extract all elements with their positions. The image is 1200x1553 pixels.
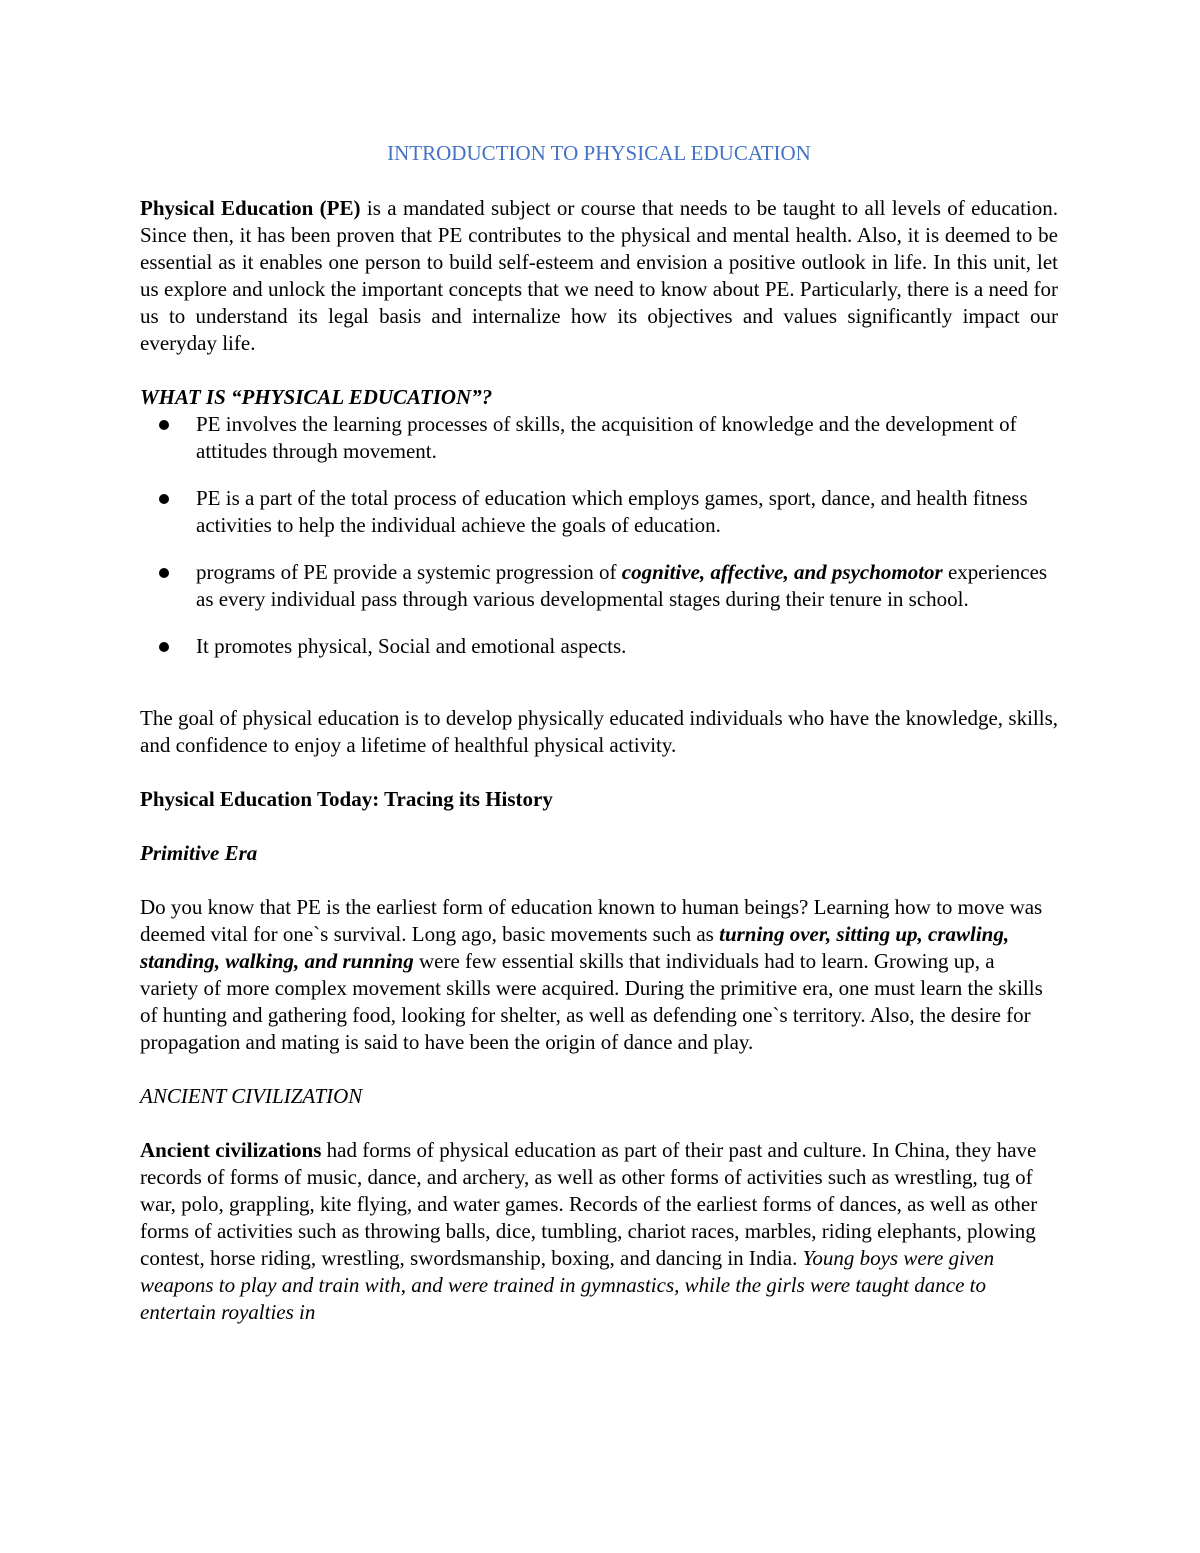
bullet-icon [159, 420, 169, 430]
list-item [140, 485, 1058, 539]
document-page [140, 140, 1058, 1326]
ancient-heading: ANCIENT CIVILIZATION [140, 1084, 363, 1108]
bullet-text-2: PE is a part of the total process of education which employs games, sport, dance, and health fitness activities to help the individual achieve the goals of education. [196, 486, 1028, 537]
list-item [140, 411, 1058, 465]
document-title: INTRODUCTION TO PHYSICAL EDUCATION [387, 141, 811, 165]
ancient-text-italic: Young boys were given weapons to play and train with, and were trained in gymnastics, while the girls were taught dance to entertain royalties in [140, 1246, 995, 1324]
bullet-text-1: PE involves the learning processes of skills, the acquisition of knowledge and the development of attitudes through movement. [196, 412, 1017, 463]
bullet-text-4: It promotes physical, Social and emotional aspects. [196, 634, 627, 658]
bullet-icon [159, 494, 169, 504]
intro-lead: Physical Education (PE) [140, 196, 361, 220]
history-heading: Physical Education Today: Tracing its History [140, 787, 553, 811]
list-item [140, 633, 1058, 660]
list-item [140, 559, 1058, 613]
ancient-paragraph [140, 1137, 1058, 1326]
primitive-text-post: were few essential skills that individuals had to learn. Growing up, a variety of more complex movement skills were acquired. During the primitive era, one must learn the skills of hunting and gathering food, looking for shelter, as well as defending one`s territory. Also, the desire for propagation and mating is said to have been the origin of dance and play. [140, 949, 1043, 1054]
primitive-heading: Primitive Era [140, 841, 258, 865]
primitive-text-emph: turning over, sitting up, crawling, standing, walking, and running [140, 922, 1010, 973]
bullet-icon [159, 568, 169, 578]
intro-paragraph [140, 195, 1058, 357]
ancient-text: had forms of physical education as part of their past and culture. In China, they have records of forms of music, dance, and archery, as well as other forms of activities such as wrestling, tug of war, polo, grappling, kite flying, and water games. Records of the earliest forms of dances, as well as other forms of activities such as throwing balls, dice, tumbling, chariot races, marbles, riding elephants, plowing contest, horse riding, wrestling, swordsmanship, boxing, and dancing in India. [140, 1138, 1038, 1270]
primitive-text-pre: Do you know that PE is the earliest form of education known to human beings? Learning how to move was deemed vital for one`s survival. Long ago, basic movements such as [140, 895, 1043, 946]
what-is-list [140, 411, 1058, 660]
bullet-text-3-post: experiences as every individual pass through various developmental stages during their tenure in school. [196, 560, 1048, 611]
ancient-lead: Ancient civilizations [140, 1138, 322, 1162]
bullet-text-3-emph: cognitive, affective, and psychomotor [621, 560, 943, 584]
bullet-text-3-pre: programs of PE provide a systemic progression of [196, 560, 622, 584]
what-is-heading: WHAT IS “PHYSICAL EDUCATION”? [140, 385, 493, 409]
primitive-paragraph [140, 894, 1058, 1056]
intro-text: is a mandated subject or course that needs to be taught to all levels of education. Since then, it has been proven that PE contributes to the physical and mental health. Also, it is deemed to be essential as it enables one person to build self-esteem and envision a positive outlook in life. In this unit, let us explore and unlock the important concepts that we need to know about PE. Particularly, there is a need for us to understand its legal basis and internalize how its objectives and values significantly impact our everyday life. [140, 196, 1059, 355]
bullet-icon [159, 642, 169, 652]
goal-paragraph: The goal of physical education is to develop physically educated individuals who have the knowledge, skills, and confidence to enjoy a lifetime of healthful physical activity. [140, 706, 1058, 757]
